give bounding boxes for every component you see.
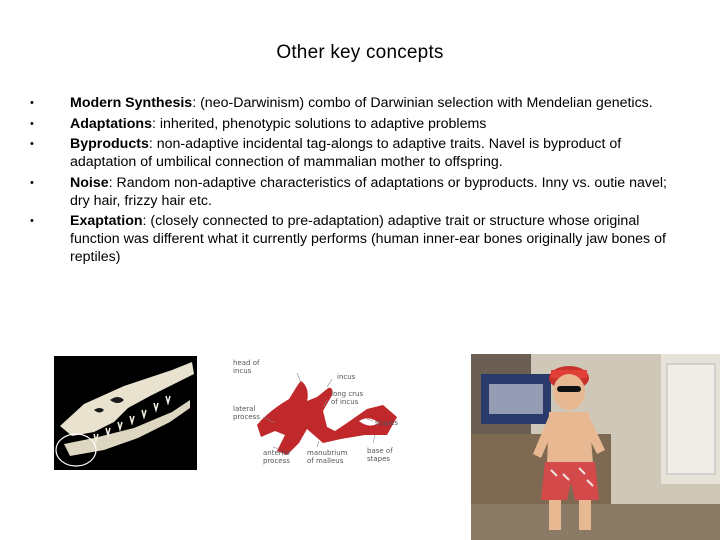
bullet-term: Noise [70,174,109,191]
label-base-of-stapes: base of [367,447,393,455]
label-lateral-process-2: process [233,413,260,421]
bullet-dot: • [30,117,34,130]
bullet-item [30,94,690,112]
label-lateral-process: lateral [233,405,256,413]
bullet-item [30,135,690,171]
label-manubrium: manubrium [307,449,348,457]
ear-ossicles-diagram [227,355,412,467]
crocodile-skull-image [54,356,197,470]
bullet-dot: • [30,97,34,109]
bullet-item [30,174,690,210]
bullet-dot: • [30,176,34,189]
bullet-term: Byproducts [70,136,149,152]
bullet-term: Modern Synthesis [70,95,193,111]
slide-title: Other key concepts [276,42,444,63]
bullet-item [30,212,690,266]
label-stapes: stapes [375,419,399,427]
label-anterior-process: anterior [263,449,291,457]
bullet-list [30,94,690,269]
bullet-text: : inherited, phenotypic solutions to adaptive problems [151,115,487,132]
bullet-text: : (closely connected to pre-adaptation) adaptive trait or structure whose original function was different what it currently performs (human inner-ear bones originally jaw bones of reptiles) [70,213,666,265]
label-head-of-incus: head of [233,359,260,367]
label-head-of-incus-2: incus [233,367,252,375]
label-base-of-stapes-2: stapes [367,455,391,463]
bullet-text: : non-adaptive incidental tag-alongs to adaptive traits. Navel is byproduct of adaptation of umbilical connection of mammalian mother to offspring. [70,136,622,170]
bullet-item [30,115,690,133]
bullet-term: Exaptation [70,213,143,229]
boy-photo [471,354,720,540]
label-anterior-process-2: process [263,457,290,465]
label-manubrium-2: of malleus [307,457,344,465]
bullet-text: : (neo-Darwinism) combo of Darwinian selection with Mendelian genetics. [192,95,653,111]
label-long-crus: long crus [331,390,364,398]
label-long-crus-2: of incus [331,398,359,406]
bullet-term: Adaptations [70,115,152,132]
bullet-dot: • [30,138,34,150]
label-incus: incus [337,373,356,381]
bullet-dot: • [30,215,34,227]
bullet-text: : Random non-adaptive characteristics of adaptations or byproducts. Inny vs. outie navel; dry hair, frizzy hair etc. [70,174,667,209]
